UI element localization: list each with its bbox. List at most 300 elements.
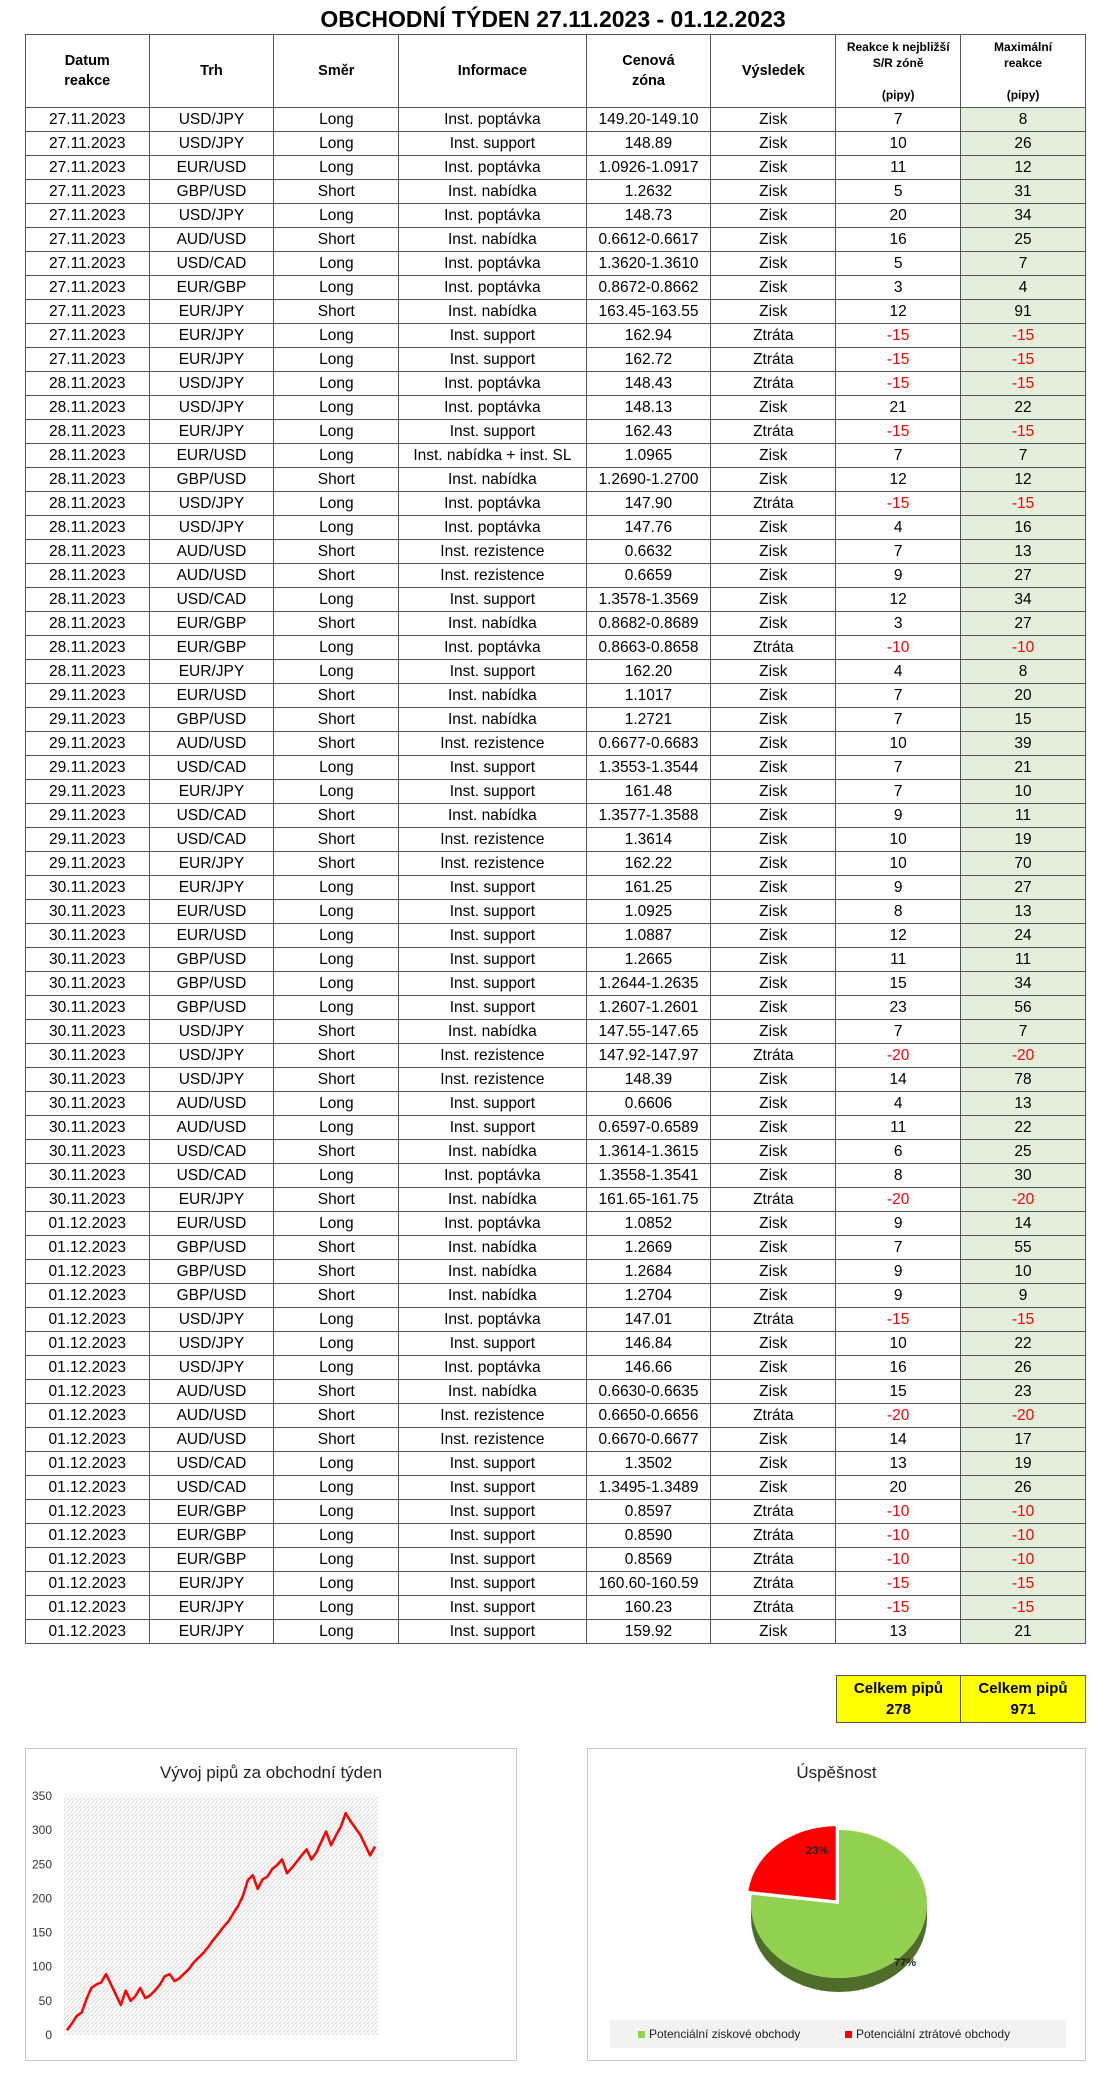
cell-info: Inst. rezistence (399, 1404, 586, 1428)
cell-info: Inst. nabídka (399, 1020, 586, 1044)
cell-info: Inst. poptávka (399, 516, 586, 540)
cell-date: 01.12.2023 (26, 1212, 150, 1236)
cell-price-zone: 0.6659 (586, 564, 711, 588)
pie-label-win: 77% (894, 1957, 917, 1969)
cell-date: 30.11.2023 (26, 924, 150, 948)
cell-date: 27.11.2023 (26, 156, 150, 180)
cell-direction: Short (274, 708, 399, 732)
cell-reaction: 10 (836, 732, 961, 756)
cell-max-reaction: 27 (961, 876, 1086, 900)
cell-info: Inst. rezistence (399, 564, 586, 588)
cell-market: EUR/USD (149, 1212, 274, 1236)
cell-info: Inst. rezistence (399, 828, 586, 852)
cell-market: EUR/JPY (149, 324, 274, 348)
cell-date: 29.11.2023 (26, 732, 150, 756)
cell-direction: Short (274, 1068, 399, 1092)
cell-reaction: 6 (836, 1140, 961, 1164)
cell-result: Zisk (711, 1452, 836, 1476)
cell-date: 30.11.2023 (26, 1116, 150, 1140)
cell-direction: Short (274, 1260, 399, 1284)
cell-result: Zisk (711, 588, 836, 612)
table-row (26, 1260, 1086, 1284)
cell-direction: Long (274, 444, 399, 468)
cell-direction: Short (274, 828, 399, 852)
cell-result: Zisk (711, 660, 836, 684)
cell-max-reaction: 8 (961, 108, 1086, 132)
cell-price-zone: 0.6630-0.6635 (586, 1380, 711, 1404)
cell-result: Ztráta (711, 636, 836, 660)
cell-price-zone: 160.23 (586, 1596, 711, 1620)
cell-result: Zisk (711, 276, 836, 300)
cell-max-reaction: 34 (961, 588, 1086, 612)
cell-max-reaction: 21 (961, 1620, 1086, 1644)
cell-market: USD/JPY (149, 108, 274, 132)
cell-market: AUD/USD (149, 1428, 274, 1452)
cell-direction: Long (274, 1212, 399, 1236)
cell-max-reaction: 26 (961, 1476, 1086, 1500)
line-chart-panel (25, 1748, 517, 2061)
cell-reaction: 10 (836, 828, 961, 852)
cell-info: Inst. support (399, 996, 586, 1020)
table-row (26, 180, 1086, 204)
cell-market: AUD/USD (149, 1404, 274, 1428)
cell-max-reaction: 22 (961, 1332, 1086, 1356)
cell-price-zone: 1.3577-1.3588 (586, 804, 711, 828)
cell-direction: Long (274, 516, 399, 540)
cell-direction: Long (274, 756, 399, 780)
cell-max-reaction: 7 (961, 252, 1086, 276)
cell-info: Inst. nabídka (399, 1260, 586, 1284)
table-row (26, 876, 1086, 900)
cell-max-reaction: 10 (961, 1260, 1086, 1284)
cell-reaction: 7 (836, 708, 961, 732)
cell-date: 28.11.2023 (26, 564, 150, 588)
cell-result: Ztráta (711, 492, 836, 516)
cell-direction: Long (274, 156, 399, 180)
cell-result: Zisk (711, 1140, 836, 1164)
cell-max-reaction: 19 (961, 1452, 1086, 1476)
cell-result: Zisk (711, 108, 836, 132)
cell-info: Inst. support (399, 1500, 586, 1524)
table-row (26, 540, 1086, 564)
cell-date: 01.12.2023 (26, 1620, 150, 1644)
cell-info: Inst. nabídka (399, 804, 586, 828)
y-tick-label: 50 (38, 1993, 52, 2008)
cell-max-reaction: 25 (961, 228, 1086, 252)
cell-info: Inst. nabídka + inst. SL (399, 444, 586, 468)
cell-direction: Long (274, 1116, 399, 1140)
cell-market: EUR/GBP (149, 276, 274, 300)
cell-date: 30.11.2023 (26, 1140, 150, 1164)
cell-price-zone: 162.94 (586, 324, 711, 348)
cell-price-zone: 1.2632 (586, 180, 711, 204)
cell-info: Inst. support (399, 1524, 586, 1548)
cell-market: USD/JPY (149, 1044, 274, 1068)
cell-reaction: 7 (836, 756, 961, 780)
cell-date: 30.11.2023 (26, 996, 150, 1020)
cell-result: Ztráta (711, 324, 836, 348)
cell-date: 27.11.2023 (26, 180, 150, 204)
cell-date: 30.11.2023 (26, 1068, 150, 1092)
cell-direction: Long (274, 1476, 399, 1500)
table-row (26, 756, 1086, 780)
table-row (26, 228, 1086, 252)
cell-price-zone: 1.2644-1.2635 (586, 972, 711, 996)
cell-reaction: -10 (836, 1548, 961, 1572)
cell-direction: Long (274, 252, 399, 276)
cell-date: 28.11.2023 (26, 660, 150, 684)
cell-info: Inst. support (399, 588, 586, 612)
cell-market: USD/JPY (149, 132, 274, 156)
cell-reaction: 7 (836, 1020, 961, 1044)
table-row (26, 108, 1086, 132)
table-row (26, 1428, 1086, 1452)
table-row (26, 300, 1086, 324)
cell-result: Zisk (711, 1428, 836, 1452)
cell-date: 01.12.2023 (26, 1452, 150, 1476)
cell-date: 01.12.2023 (26, 1260, 150, 1284)
cell-max-reaction: 16 (961, 516, 1086, 540)
cell-max-reaction: 56 (961, 996, 1086, 1020)
cell-reaction: 3 (836, 276, 961, 300)
cell-reaction: 11 (836, 156, 961, 180)
cell-reaction: -20 (836, 1188, 961, 1212)
cell-result: Ztráta (711, 1500, 836, 1524)
cell-reaction: 12 (836, 300, 961, 324)
cell-market: AUD/USD (149, 1092, 274, 1116)
cell-info: Inst. poptávka (399, 276, 586, 300)
legend-swatch-win (638, 2031, 645, 2038)
cell-market: USD/CAD (149, 828, 274, 852)
cell-info: Inst. poptávka (399, 492, 586, 516)
cell-reaction: 11 (836, 1116, 961, 1140)
cell-price-zone: 1.3620-1.3610 (586, 252, 711, 276)
cell-price-zone: 147.92-147.97 (586, 1044, 711, 1068)
cell-price-zone: 1.3578-1.3569 (586, 588, 711, 612)
cell-reaction: 8 (836, 900, 961, 924)
cell-market: EUR/GBP (149, 1500, 274, 1524)
table-row (26, 420, 1086, 444)
cell-market: EUR/GBP (149, 636, 274, 660)
cell-direction: Short (274, 1236, 399, 1260)
header-result: Výsledek (711, 35, 836, 108)
cell-info: Inst. support (399, 1596, 586, 1620)
cell-direction: Long (274, 1164, 399, 1188)
cell-direction: Short (274, 1404, 399, 1428)
table-row (26, 1092, 1086, 1116)
cell-direction: Long (274, 132, 399, 156)
cell-direction: Long (274, 324, 399, 348)
table-header-row (26, 35, 1086, 108)
cell-date: 27.11.2023 (26, 108, 150, 132)
cell-direction: Short (274, 1140, 399, 1164)
total-reaction-value: 278 (885, 1701, 912, 1718)
cell-date: 01.12.2023 (26, 1524, 150, 1548)
cell-max-reaction: -20 (961, 1044, 1086, 1068)
cell-reaction: 20 (836, 204, 961, 228)
pie-label-loss: 23% (806, 1845, 829, 1857)
trades-table (25, 34, 1086, 1644)
cell-direction: Long (274, 996, 399, 1020)
table-row (26, 852, 1086, 876)
cell-date: 27.11.2023 (26, 324, 150, 348)
table-row (26, 708, 1086, 732)
cell-price-zone: 0.6650-0.6656 (586, 1404, 711, 1428)
cell-reaction: 8 (836, 1164, 961, 1188)
cell-market: EUR/JPY (149, 300, 274, 324)
table-row (26, 1212, 1086, 1236)
cell-info: Inst. rezistence (399, 540, 586, 564)
cell-market: EUR/JPY (149, 852, 274, 876)
cell-date: 01.12.2023 (26, 1380, 150, 1404)
cell-direction: Short (274, 1380, 399, 1404)
table-row (26, 132, 1086, 156)
cell-info: Inst. support (399, 324, 586, 348)
cell-info: Inst. nabídka (399, 612, 586, 636)
table-row (26, 1380, 1086, 1404)
cell-market: AUD/USD (149, 228, 274, 252)
cell-price-zone: 1.3558-1.3541 (586, 1164, 711, 1188)
cell-direction: Long (274, 1500, 399, 1524)
pie-chart-panel (587, 1748, 1086, 2061)
cell-max-reaction: 34 (961, 972, 1086, 996)
cell-result: Zisk (711, 828, 836, 852)
cell-price-zone: 162.43 (586, 420, 711, 444)
cell-max-reaction: 91 (961, 300, 1086, 324)
cell-result: Ztráta (711, 1404, 836, 1428)
cell-price-zone: 1.2665 (586, 948, 711, 972)
cell-price-zone: 1.2607-1.2601 (586, 996, 711, 1020)
cell-result: Zisk (711, 564, 836, 588)
header-price-zone: Cenová zóna (586, 35, 711, 108)
cell-reaction: 5 (836, 180, 961, 204)
cell-date: 29.11.2023 (26, 804, 150, 828)
cell-market: EUR/USD (149, 444, 274, 468)
cell-market: EUR/JPY (149, 348, 274, 372)
cell-reaction: -15 (836, 1308, 961, 1332)
cell-max-reaction: -15 (961, 1308, 1086, 1332)
cell-result: Ztráta (711, 1548, 836, 1572)
cell-date: 28.11.2023 (26, 396, 150, 420)
cell-max-reaction: 22 (961, 396, 1086, 420)
cell-price-zone: 161.48 (586, 780, 711, 804)
cell-info: Inst. support (399, 756, 586, 780)
cell-market: USD/CAD (149, 1140, 274, 1164)
cell-price-zone: 1.2690-1.2700 (586, 468, 711, 492)
table-row (26, 1140, 1086, 1164)
y-tick-label: 300 (31, 1823, 52, 1838)
cell-reaction: 7 (836, 780, 961, 804)
cell-date: 01.12.2023 (26, 1428, 150, 1452)
cell-market: USD/CAD (149, 252, 274, 276)
cell-reaction: -15 (836, 420, 961, 444)
cell-result: Zisk (711, 1332, 836, 1356)
cell-date: 30.11.2023 (26, 1044, 150, 1068)
cell-result: Zisk (711, 252, 836, 276)
cell-price-zone: 1.3553-1.3544 (586, 756, 711, 780)
table-row (26, 1476, 1086, 1500)
cell-reaction: 23 (836, 996, 961, 1020)
cell-max-reaction: 19 (961, 828, 1086, 852)
cell-info: Inst. poptávka (399, 396, 586, 420)
cell-max-reaction: -10 (961, 1548, 1086, 1572)
cell-max-reaction: 13 (961, 1092, 1086, 1116)
table-row (26, 372, 1086, 396)
table-row (26, 1164, 1086, 1188)
total-reaction-label: Celkem pipů (853, 1680, 944, 1697)
cell-market: USD/JPY (149, 492, 274, 516)
cell-info: Inst. support (399, 948, 586, 972)
table-body (26, 108, 1086, 1644)
total-max-label: Celkem pipů (978, 1680, 1068, 1697)
cell-market: USD/CAD (149, 1452, 274, 1476)
cell-max-reaction: 10 (961, 780, 1086, 804)
table-row (26, 1044, 1086, 1068)
cell-market: EUR/USD (149, 684, 274, 708)
cell-info: Inst. nabídka (399, 1284, 586, 1308)
cell-market: EUR/JPY (149, 420, 274, 444)
cell-date: 27.11.2023 (26, 348, 150, 372)
cell-max-reaction: 13 (961, 540, 1086, 564)
cell-direction: Long (274, 396, 399, 420)
cell-max-reaction: 25 (961, 1140, 1086, 1164)
y-tick-label: 200 (31, 1891, 52, 1906)
cell-direction: Long (274, 972, 399, 996)
cell-result: Zisk (711, 516, 836, 540)
cell-price-zone: 1.0887 (586, 924, 711, 948)
cell-result: Zisk (711, 468, 836, 492)
cell-result: Zisk (711, 948, 836, 972)
cell-max-reaction: 31 (961, 180, 1086, 204)
table-row (26, 948, 1086, 972)
cell-direction: Short (274, 1428, 399, 1452)
cell-price-zone: 1.0925 (586, 900, 711, 924)
cell-info: Inst. support (399, 1332, 586, 1356)
cell-date: 01.12.2023 (26, 1308, 150, 1332)
cell-date: 28.11.2023 (26, 468, 150, 492)
cell-price-zone: 0.8569 (586, 1548, 711, 1572)
cell-price-zone: 163.45-163.55 (586, 300, 711, 324)
cell-max-reaction: 39 (961, 732, 1086, 756)
cell-info: Inst. support (399, 780, 586, 804)
cell-max-reaction: 11 (961, 948, 1086, 972)
cell-reaction: 9 (836, 564, 961, 588)
cell-date: 01.12.2023 (26, 1548, 150, 1572)
cell-direction: Long (274, 108, 399, 132)
cell-market: EUR/JPY (149, 1596, 274, 1620)
cell-market: EUR/JPY (149, 1188, 274, 1212)
cell-info: Inst. nabídka (399, 708, 586, 732)
cell-result: Zisk (711, 1380, 836, 1404)
cell-direction: Long (274, 348, 399, 372)
cell-info: Inst. support (399, 1452, 586, 1476)
table-row (26, 1068, 1086, 1092)
cell-direction: Long (274, 420, 399, 444)
cell-result: Zisk (711, 228, 836, 252)
cell-date: 28.11.2023 (26, 540, 150, 564)
table-row (26, 612, 1086, 636)
cell-max-reaction: 8 (961, 660, 1086, 684)
table-row (26, 1452, 1086, 1476)
cell-info: Inst. poptávka (399, 252, 586, 276)
cell-market: USD/JPY (149, 396, 274, 420)
cell-price-zone: 146.84 (586, 1332, 711, 1356)
cell-price-zone: 148.73 (586, 204, 711, 228)
cell-info: Inst. nabídka (399, 1140, 586, 1164)
cell-reaction: -15 (836, 492, 961, 516)
cell-info: Inst. nabídka (399, 180, 586, 204)
cell-reaction: 9 (836, 1260, 961, 1284)
cell-reaction: 4 (836, 660, 961, 684)
cell-price-zone: 1.3495-1.3489 (586, 1476, 711, 1500)
cell-result: Zisk (711, 972, 836, 996)
cell-info: Inst. poptávka (399, 204, 586, 228)
cell-info: Inst. support (399, 900, 586, 924)
table-row (26, 732, 1086, 756)
cell-info: Inst. poptávka (399, 1356, 586, 1380)
cell-result: Zisk (711, 180, 836, 204)
cell-direction: Long (274, 1092, 399, 1116)
table-row (26, 924, 1086, 948)
cell-info: Inst. support (399, 876, 586, 900)
cell-date: 29.11.2023 (26, 708, 150, 732)
header-date: Datum reakce (26, 35, 150, 108)
cell-info: Inst. poptávka (399, 1212, 586, 1236)
pie-chart-title: Úspěšnost (796, 1763, 877, 1782)
cell-date: 28.11.2023 (26, 612, 150, 636)
cell-max-reaction: 23 (961, 1380, 1086, 1404)
cell-price-zone: 146.66 (586, 1356, 711, 1380)
cell-result: Ztráta (711, 348, 836, 372)
cell-info: Inst. poptávka (399, 636, 586, 660)
table-row (26, 1332, 1086, 1356)
cell-reaction: 7 (836, 684, 961, 708)
cell-price-zone: 149.20-149.10 (586, 108, 711, 132)
cell-date: 28.11.2023 (26, 444, 150, 468)
table-row (26, 516, 1086, 540)
cell-reaction: -10 (836, 636, 961, 660)
table-row (26, 564, 1086, 588)
cell-market: USD/JPY (149, 1332, 274, 1356)
table-row (26, 1284, 1086, 1308)
cell-date: 27.11.2023 (26, 228, 150, 252)
cell-date: 30.11.2023 (26, 948, 150, 972)
cell-price-zone: 0.6670-0.6677 (586, 1428, 711, 1452)
cell-date: 01.12.2023 (26, 1404, 150, 1428)
cell-max-reaction: -10 (961, 1500, 1086, 1524)
y-tick-label: 150 (31, 1925, 52, 1940)
line-chart-title: Vývoj pipů za obchodní týden (159, 1763, 383, 1782)
cell-reaction: 9 (836, 804, 961, 828)
cell-reaction: -15 (836, 324, 961, 348)
cell-max-reaction: 14 (961, 1212, 1086, 1236)
cell-market: USD/JPY (149, 516, 274, 540)
header-reaction: Reakce k nejbližší S/R zóně (pipy) (836, 35, 961, 108)
cell-info: Inst. rezistence (399, 852, 586, 876)
cell-direction: Long (274, 876, 399, 900)
cell-reaction: 15 (836, 1380, 961, 1404)
cell-max-reaction: 34 (961, 204, 1086, 228)
cell-date: 28.11.2023 (26, 588, 150, 612)
cell-result: Zisk (711, 1092, 836, 1116)
cell-date: 29.11.2023 (26, 756, 150, 780)
cell-info: Inst. poptávka (399, 1164, 586, 1188)
cell-max-reaction: 7 (961, 1020, 1086, 1044)
cell-market: USD/JPY (149, 204, 274, 228)
cell-result: Ztráta (711, 420, 836, 444)
cell-reaction: 20 (836, 1476, 961, 1500)
cell-result: Zisk (711, 732, 836, 756)
